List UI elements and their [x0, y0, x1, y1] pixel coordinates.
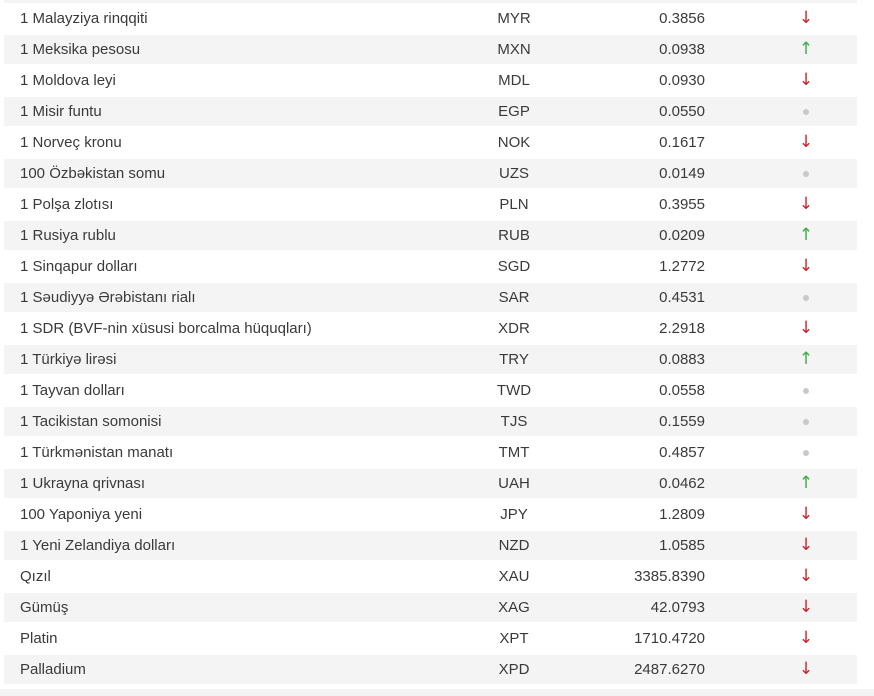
arrow-down-icon: ↓	[798, 535, 814, 555]
trend-down-icon	[755, 506, 857, 523]
currency-code: MXN	[497, 41, 531, 58]
currency-row	[4, 221, 857, 250]
arrow-down-icon: ↓	[798, 566, 814, 586]
trend-flat-icon	[755, 295, 857, 301]
flat-dot-icon	[803, 388, 809, 394]
currency-row	[4, 345, 857, 374]
flat-dot-icon	[803, 295, 809, 301]
currency-code: XPT	[499, 630, 529, 647]
currency-row	[4, 376, 857, 405]
currency-code: TMT	[498, 444, 530, 461]
arrow-up-icon: ↑	[798, 39, 814, 59]
currency-code: MDL	[498, 72, 530, 89]
currency-code: TJS	[500, 413, 528, 430]
currency-code: NZD	[498, 537, 530, 554]
currency-code: RUB	[498, 227, 530, 244]
currency-row	[4, 35, 857, 64]
currency-row	[4, 469, 857, 498]
currency-rate: 0.0930	[659, 72, 705, 89]
currency-rate: 0.0462	[659, 475, 705, 492]
arrow-down-icon: ↓	[798, 194, 814, 214]
rates-table	[0, 4, 874, 684]
currency-rate: 1.2772	[659, 258, 705, 275]
trend-down-icon	[755, 661, 857, 678]
currency-name: 1 Tayvan dolları	[20, 382, 125, 399]
currency-row	[4, 407, 857, 436]
currency-rate: 0.1559	[659, 413, 705, 430]
currency-rate: 0.0883	[659, 351, 705, 368]
currency-rate: 2.2918	[659, 320, 705, 337]
currency-row	[4, 66, 857, 95]
currency-code: PLN	[499, 196, 529, 213]
trend-up-icon	[755, 351, 857, 368]
currency-row	[4, 252, 857, 281]
currency-row	[4, 128, 857, 157]
currency-name: 1 Malayziya rinqqiti	[20, 10, 148, 27]
currency-name: 1 SDR (BVF-nin xüsusi borcalma hüquqları)	[20, 320, 312, 337]
arrow-down-icon: ↓	[798, 256, 814, 276]
currency-code: XAG	[498, 599, 530, 616]
trend-down-icon	[755, 196, 857, 213]
currency-row	[4, 624, 857, 653]
currency-rate: 0.1617	[659, 134, 705, 151]
previous-row-edge	[4, 0, 857, 3]
currency-code: MYR	[497, 10, 531, 27]
trend-down-icon	[755, 630, 857, 647]
trend-up-icon	[755, 475, 857, 492]
arrow-down-icon: ↓	[798, 70, 814, 90]
trend-down-icon	[755, 72, 857, 89]
currency-code: XPD	[498, 661, 530, 678]
currency-name: 1 Türkmənistan manatı	[20, 444, 174, 461]
currency-rate: 0.3955	[659, 196, 705, 213]
trend-flat-icon	[755, 171, 857, 177]
currency-code: TRY	[499, 351, 529, 368]
currency-row	[4, 97, 857, 126]
currency-code: UAH	[498, 475, 530, 492]
trend-down-icon	[755, 320, 857, 337]
arrow-down-icon: ↓	[798, 318, 814, 338]
currency-name: 1 Rusiya rublu	[20, 227, 116, 244]
arrow-down-icon: ↓	[798, 659, 814, 679]
currency-name: 1 Ukrayna qrivnası	[20, 475, 146, 492]
currency-name: 1 Sinqapur dolları	[20, 258, 138, 275]
currency-rate: 0.0149	[659, 165, 705, 182]
currency-code: NOK	[497, 134, 531, 151]
trend-down-icon	[755, 258, 857, 275]
currency-code: EGP	[498, 103, 530, 120]
trend-down-icon	[755, 134, 857, 151]
currency-code: JPY	[500, 506, 528, 523]
currency-row	[4, 283, 857, 312]
currency-code: SAR	[498, 289, 530, 306]
currency-name: Qızıl	[20, 568, 51, 585]
currency-rate: 42.0793	[650, 599, 705, 616]
currency-code: TWD	[496, 382, 532, 399]
currency-row	[4, 500, 857, 529]
trend-flat-icon	[755, 388, 857, 394]
trend-up-icon	[755, 227, 857, 244]
next-row-edge	[0, 689, 874, 696]
arrow-up-icon: ↑	[798, 473, 814, 493]
currency-name: 1 Tacikistan somonisi	[20, 413, 162, 430]
currency-row	[4, 655, 857, 684]
currency-row	[4, 593, 857, 622]
currency-name: 1 Polşa zlotısı	[20, 196, 114, 213]
currency-rate: 0.4531	[659, 289, 705, 306]
currency-name: 1 Meksika pesosu	[20, 41, 141, 58]
arrow-down-icon: ↓	[798, 597, 814, 617]
currency-name: 1 Norveç kronu	[20, 134, 122, 151]
currency-rate: 1.0585	[659, 537, 705, 554]
currency-code: XDR	[498, 320, 530, 337]
currency-rate: 0.0558	[659, 382, 705, 399]
trend-down-icon	[755, 10, 857, 27]
trend-down-icon	[755, 568, 857, 585]
currency-row	[4, 314, 857, 343]
trend-flat-icon	[755, 419, 857, 425]
currency-name: Gümüş	[20, 599, 69, 616]
currency-name: 1 Səudiyyə Ərəbistanı rialı	[20, 289, 196, 306]
currency-row	[4, 4, 857, 33]
trend-down-icon	[755, 599, 857, 616]
arrow-down-icon: ↓	[798, 8, 814, 28]
flat-dot-icon	[803, 450, 809, 456]
currency-name: Platin	[20, 630, 58, 647]
currency-rate: 1.2809	[659, 506, 705, 523]
currency-row	[4, 531, 857, 560]
currency-code: UZS	[499, 165, 529, 182]
currency-name: 100 Özbəkistan somu	[20, 165, 166, 182]
currency-rate: 1710.4720	[634, 630, 705, 647]
currency-rate: 2487.6270	[634, 661, 705, 678]
currency-rate: 3385.8390	[634, 568, 705, 585]
arrow-down-icon: ↓	[798, 504, 814, 524]
currency-rate: 0.4857	[659, 444, 705, 461]
arrow-down-icon: ↓	[798, 628, 814, 648]
flat-dot-icon	[803, 109, 809, 115]
currency-name: 100 Yaponiya yeni	[20, 506, 143, 523]
trend-flat-icon	[755, 450, 857, 456]
currency-row	[4, 190, 857, 219]
currency-name: 1 Yeni Zelandiya dolları	[20, 537, 176, 554]
flat-dot-icon	[803, 171, 809, 177]
currency-code: SGD	[497, 258, 531, 275]
currency-row	[4, 159, 857, 188]
currency-rate: 0.3856	[659, 10, 705, 27]
currency-name: 1 Türkiyə lirəsi	[20, 351, 117, 368]
trend-up-icon	[755, 41, 857, 58]
flat-dot-icon	[803, 419, 809, 425]
arrow-up-icon: ↑	[798, 225, 814, 245]
currency-row	[4, 562, 857, 591]
currency-name: Palladium	[20, 661, 86, 678]
arrow-down-icon: ↓	[798, 132, 814, 152]
currency-row	[4, 438, 857, 467]
trend-flat-icon	[755, 109, 857, 115]
currency-name: 1 Misir funtu	[20, 103, 102, 120]
currency-rate: 0.0550	[659, 103, 705, 120]
currency-code: XAU	[498, 568, 530, 585]
arrow-up-icon: ↑	[798, 349, 814, 369]
currency-name: 1 Moldova leyi	[20, 72, 116, 89]
currency-rate: 0.0209	[659, 227, 705, 244]
trend-down-icon	[755, 537, 857, 554]
currency-rate: 0.0938	[659, 41, 705, 58]
